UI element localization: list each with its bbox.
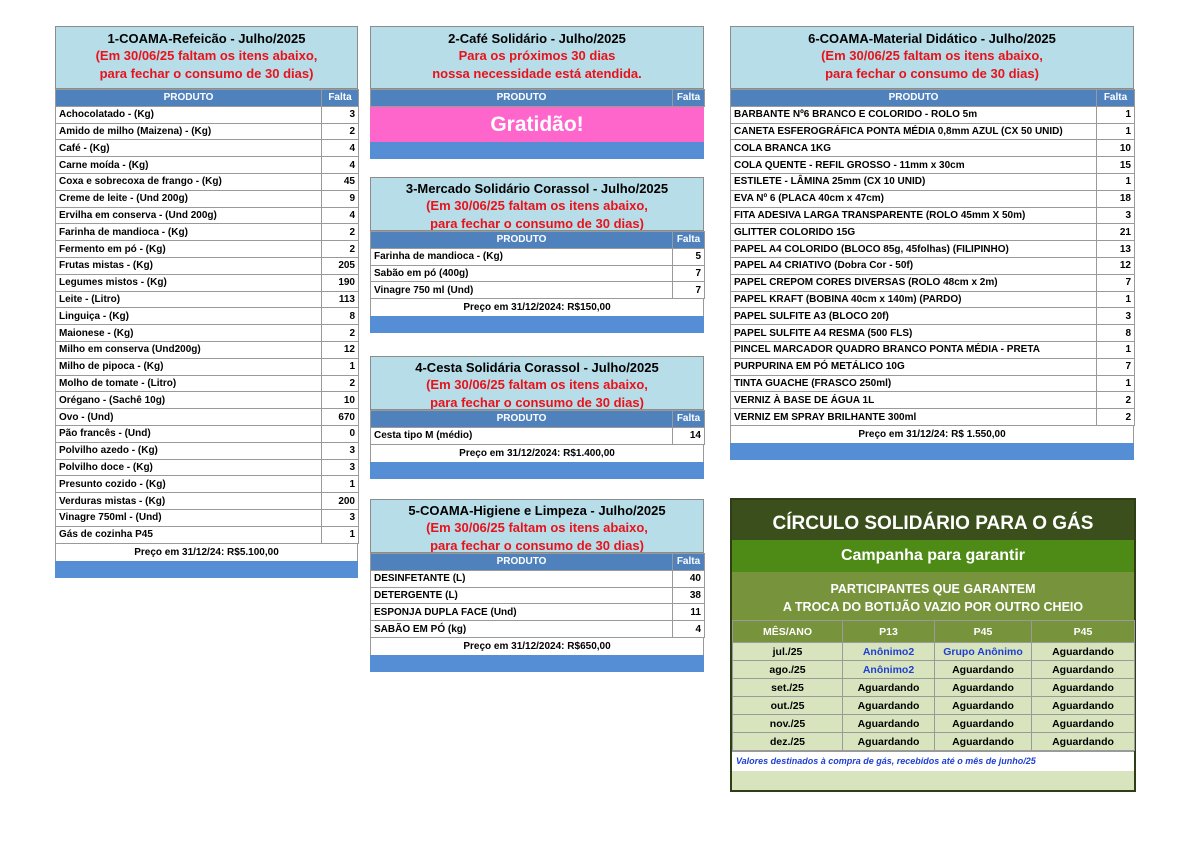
column-header-p13: P13 — [843, 621, 935, 643]
p45-cell: Aguardando — [935, 715, 1032, 733]
table-row — [56, 257, 359, 274]
table-row — [371, 621, 705, 638]
missing-quantity: 205 — [322, 257, 359, 274]
missing-quantity: 2 — [322, 375, 359, 392]
table-title: 4-Cesta Solidária Corassol - Julho/2025 — [415, 360, 659, 375]
schedule-row — [733, 679, 1135, 697]
table-row — [56, 509, 359, 526]
product-name: PAPEL SULFITE A3 (BLOCO 20f) — [731, 308, 1097, 325]
table-row — [731, 207, 1135, 224]
missing-quantity: 7 — [1097, 274, 1135, 291]
month-cell: nov./25 — [733, 715, 843, 733]
price-label: Preço em 31/12/24: R$ 1.550,00 — [730, 426, 1134, 443]
table-title: 6-COAMA-Material Didático - Julho/2025 — [808, 31, 1056, 46]
missing-quantity: 3 — [322, 509, 359, 526]
table-subtitle: para fechar o consumo de 30 dias) — [825, 66, 1039, 81]
column-header-falta: Falta — [673, 554, 705, 571]
product-name: EVA Nº 6 (PLACA 40cm x 47cm) — [731, 190, 1097, 207]
table-coama-refeicao — [55, 26, 358, 578]
missing-quantity: 14 — [673, 427, 705, 444]
items-table — [370, 410, 705, 445]
product-name: Verduras mistas - (Kg) — [56, 493, 322, 510]
table-footer-bar — [370, 316, 704, 333]
items-table — [370, 231, 705, 299]
column-header-product: PRODUTO — [731, 90, 1097, 107]
table-title: 5-COAMA-Higiene e Limpeza - Julho/2025 — [408, 503, 666, 518]
product-name: FITA ADESIVA LARGA TRANSPARENTE (ROLO 45mm X 50m) — [731, 207, 1097, 224]
table-row — [56, 173, 359, 190]
table-row — [56, 375, 359, 392]
missing-quantity: 12 — [322, 341, 359, 358]
column-header-product: PRODUTO — [371, 554, 673, 571]
table-header — [730, 26, 1134, 89]
p45-cell: Aguardando — [935, 661, 1032, 679]
missing-quantity: 5 — [673, 248, 705, 265]
p45-cell: Grupo Anônimo — [935, 643, 1032, 661]
table-cesta-solidaria — [370, 356, 704, 479]
missing-quantity: 4 — [673, 621, 705, 638]
table-row — [56, 526, 359, 543]
table-footer-bar — [370, 462, 704, 479]
product-name: PINCEL MARCADOR QUADRO BRANCO PONTA MÉDIA - PRETA — [731, 341, 1097, 358]
product-name: Frutas mistas - (Kg) — [56, 257, 322, 274]
table-footer-bar — [370, 142, 704, 159]
missing-quantity: 12 — [1097, 257, 1135, 274]
gas-subtitle: Campanha para garantir — [732, 540, 1134, 572]
product-name: Polvilho azedo - (Kg) — [56, 442, 322, 459]
missing-quantity: 40 — [673, 570, 705, 587]
items-table — [730, 89, 1135, 426]
product-name: VERNIZ À BASE DE ÁGUA 1L — [731, 392, 1097, 409]
month-cell: ago./25 — [733, 661, 843, 679]
gas-title: CÍRCULO SOLIDÁRIO PARA O GÁS — [732, 500, 1134, 540]
p13-cell: Aguardando — [843, 733, 935, 751]
product-name: PAPEL KRAFT (BOBINA 40cm x 140m) (PARDO) — [731, 291, 1097, 308]
product-name: Fermento em pó - (Kg) — [56, 241, 322, 258]
product-name: CANETA ESFEROGRÁFICA PONTA MÉDIA 0,8mm AZUL (CX 50 UNID) — [731, 123, 1097, 140]
product-name: PAPEL CREPOM CORES DIVERSAS (ROLO 48cm x 2m) — [731, 274, 1097, 291]
table-row — [56, 459, 359, 476]
gas-schedule-table — [732, 620, 1135, 751]
missing-quantity: 1 — [1097, 173, 1135, 190]
product-name: TINTA GUACHE (FRASCO 250ml) — [731, 375, 1097, 392]
table-material-didatico — [730, 26, 1134, 460]
price-label: Preço em 31/12/2024: R$1.400,00 — [370, 445, 704, 462]
table-row — [371, 604, 705, 621]
missing-quantity: 8 — [322, 308, 359, 325]
column-header-product: PRODUTO — [56, 90, 322, 107]
product-name: DESINFETANTE (L) — [371, 570, 673, 587]
month-cell: set./25 — [733, 679, 843, 697]
table-row — [371, 282, 705, 299]
table-title: 2-Café Solidário - Julho/2025 — [448, 31, 626, 46]
table-row — [56, 123, 359, 140]
table-row — [731, 409, 1135, 426]
table-title: 1-COAMA-Refeicão - Julho/2025 — [107, 31, 306, 46]
product-name: PURPURINA EM PÓ METÁLICO 10G — [731, 358, 1097, 375]
schedule-row — [733, 697, 1135, 715]
month-cell: jul./25 — [733, 643, 843, 661]
table-row — [731, 106, 1135, 123]
gas-note: Valores destinados à compra de gás, recebidos até o mês de junho/25 — [732, 751, 1134, 771]
missing-quantity: 7 — [673, 282, 705, 299]
column-header-product: PRODUTO — [371, 411, 673, 428]
missing-quantity: 8 — [1097, 325, 1135, 342]
missing-quantity: 2 — [1097, 392, 1135, 409]
table-row — [731, 157, 1135, 174]
missing-quantity: 113 — [322, 291, 359, 308]
column-header-product: PRODUTO — [371, 232, 673, 249]
missing-quantity: 9 — [322, 190, 359, 207]
table-row — [731, 173, 1135, 190]
p45-cell: Aguardando — [935, 679, 1032, 697]
table-footer-bar — [370, 655, 704, 672]
table-row — [371, 427, 705, 444]
product-name: Creme de leite - (Und 200g) — [56, 190, 322, 207]
table-row — [371, 570, 705, 587]
missing-quantity: 3 — [1097, 207, 1135, 224]
column-header-product: PRODUTO — [371, 90, 673, 107]
product-name: Achocolatado - (Kg) — [56, 106, 322, 123]
product-name: Farinha de mandioca - (Kg) — [56, 224, 322, 241]
p13-cell: Aguardando — [843, 715, 935, 733]
missing-quantity: 1 — [1097, 291, 1135, 308]
table-row — [731, 392, 1135, 409]
table-row — [731, 325, 1135, 342]
missing-quantity: 2 — [322, 123, 359, 140]
product-name: Presunto cozido - (Kg) — [56, 476, 322, 493]
missing-quantity: 3 — [1097, 308, 1135, 325]
table-header — [370, 177, 704, 231]
table-subtitle: (Em 30/06/25 faltam os itens abaixo, — [95, 48, 318, 63]
table-subtitle: (Em 30/06/25 faltam os itens abaixo, — [426, 377, 648, 392]
missing-quantity: 45 — [322, 173, 359, 190]
table-subtitle: para fechar o consumo de 30 dias) — [99, 66, 314, 81]
table-row — [56, 358, 359, 375]
table-subtitle: para fechar o consumo de 30 dias) — [430, 216, 644, 231]
column-header-month: MÊS/ANO — [733, 621, 843, 643]
p13-cell: Anônimo2 — [843, 643, 935, 661]
missing-quantity: 38 — [673, 587, 705, 604]
product-name: PAPEL SULFITE A4 RESMA (500 FLS) — [731, 325, 1097, 342]
product-name: Leite - (Litro) — [56, 291, 322, 308]
product-name: COLA QUENTE - REFIL GROSSO - 11mm x 30cm — [731, 157, 1097, 174]
table-header — [370, 356, 704, 410]
table-row — [731, 241, 1135, 258]
table-row — [731, 123, 1135, 140]
month-cell: dez./25 — [733, 733, 843, 751]
table-row — [56, 190, 359, 207]
missing-quantity: 2 — [322, 241, 359, 258]
table-row — [56, 274, 359, 291]
missing-quantity: 670 — [322, 409, 359, 426]
p45-cell: Aguardando — [1032, 643, 1135, 661]
missing-quantity: 3 — [322, 442, 359, 459]
product-name: Ovo - (Und) — [56, 409, 322, 426]
missing-quantity: 1 — [322, 476, 359, 493]
missing-quantity: 3 — [322, 459, 359, 476]
table-row — [56, 476, 359, 493]
column-header-falta: Falta — [673, 90, 705, 107]
product-name: VERNIZ EM SPRAY BRILHANTE 300ml — [731, 409, 1097, 426]
column-header-falta: Falta — [673, 232, 705, 249]
column-header-falta: Falta — [673, 411, 705, 428]
missing-quantity: 2 — [322, 224, 359, 241]
items-table — [370, 89, 705, 107]
schedule-row — [733, 661, 1135, 679]
table-row — [56, 493, 359, 510]
missing-quantity: 2 — [322, 325, 359, 342]
table-row — [371, 248, 705, 265]
product-name: ESPONJA DUPLA FACE (Und) — [371, 604, 673, 621]
table-subtitle: nossa necessidade está atendida. — [432, 66, 642, 81]
product-name: Legumes mistos - (Kg) — [56, 274, 322, 291]
p13-cell: Aguardando — [843, 679, 935, 697]
table-footer-bar — [730, 443, 1134, 460]
table-row — [56, 308, 359, 325]
table-row — [56, 106, 359, 123]
p45-cell: Aguardando — [935, 733, 1032, 751]
month-cell: out./25 — [733, 697, 843, 715]
product-name: BARBANTE Nº6 BRANCO E COLORIDO - ROLO 5m — [731, 106, 1097, 123]
table-row — [731, 375, 1135, 392]
price-label: Preço em 31/12/2024: R$650,00 — [370, 638, 704, 655]
missing-quantity: 7 — [673, 265, 705, 282]
table-mercado-solidario — [370, 177, 704, 333]
table-header — [55, 26, 358, 89]
items-table — [55, 89, 359, 544]
table-row — [56, 341, 359, 358]
table-row — [731, 257, 1135, 274]
product-name: Polvilho doce - (Kg) — [56, 459, 322, 476]
product-name: Sabão em pó (400g) — [371, 265, 673, 282]
table-footer-bar — [55, 561, 358, 578]
product-name: Milho em conserva (Und200g) — [56, 341, 322, 358]
table-row — [56, 157, 359, 174]
missing-quantity: 2 — [1097, 409, 1135, 426]
missing-quantity: 1 — [322, 358, 359, 375]
missing-quantity: 3 — [322, 106, 359, 123]
product-name: Café - (Kg) — [56, 140, 322, 157]
table-higiene-limpeza — [370, 499, 704, 672]
table-row — [56, 140, 359, 157]
gas-description-line: PARTICIPANTES QUE GARANTEM — [830, 582, 1036, 596]
schedule-row — [733, 715, 1135, 733]
table-subtitle: para fechar o consumo de 30 dias) — [430, 395, 644, 410]
p13-cell: Anônimo2 — [843, 661, 935, 679]
product-name: Milho de pipoca - (Kg) — [56, 358, 322, 375]
missing-quantity: 1 — [322, 526, 359, 543]
table-row — [56, 207, 359, 224]
missing-quantity: 190 — [322, 274, 359, 291]
table-title: 3-Mercado Solidário Corassol - Julho/2025 — [405, 181, 669, 196]
product-name: SABÃO EM PÓ (kg) — [371, 621, 673, 638]
product-name: Maionese - (Kg) — [56, 325, 322, 342]
product-name: COLA BRANCA 1KG — [731, 140, 1097, 157]
table-row — [371, 265, 705, 282]
table-row — [56, 241, 359, 258]
table-row — [56, 425, 359, 442]
product-name: Farinha de mandioca - (Kg) — [371, 248, 673, 265]
column-header-p45: P45 — [1032, 621, 1135, 643]
table-cafe-solidario — [370, 26, 704, 159]
missing-quantity: 13 — [1097, 241, 1135, 258]
product-name: Cesta tipo M (médio) — [371, 427, 673, 444]
table-row — [56, 224, 359, 241]
table-row — [731, 224, 1135, 241]
gas-description-line: A TROCA DO BOTIJÃO VAZIO POR OUTRO CHEIO — [782, 600, 1084, 614]
missing-quantity: 1 — [1097, 106, 1135, 123]
missing-quantity: 1 — [1097, 375, 1135, 392]
product-name: ESTILETE - LÂMINA 25mm (CX 10 UNID) — [731, 173, 1097, 190]
table-row — [731, 341, 1135, 358]
gas-campaign-panel — [730, 498, 1136, 792]
table-row — [56, 392, 359, 409]
p45-cell: Aguardando — [1032, 715, 1135, 733]
table-row — [731, 308, 1135, 325]
missing-quantity: 10 — [1097, 140, 1135, 157]
product-name: GLITTER COLORIDO 15G — [731, 224, 1097, 241]
missing-quantity: 21 — [1097, 224, 1135, 241]
missing-quantity: 4 — [322, 140, 359, 157]
missing-quantity: 200 — [322, 493, 359, 510]
table-row — [731, 291, 1135, 308]
price-label: Preço em 31/12/24: R$5.100,00 — [55, 544, 358, 561]
table-subtitle: (Em 30/06/25 faltam os itens abaixo, — [426, 520, 648, 535]
column-header-falta: Falta — [322, 90, 359, 107]
table-row — [731, 274, 1135, 291]
product-name: DETERGENTE (L) — [371, 587, 673, 604]
missing-quantity: 4 — [322, 207, 359, 224]
schedule-row — [733, 643, 1135, 661]
table-subtitle: (Em 30/06/25 faltam os itens abaixo, — [426, 198, 648, 213]
p13-cell: Aguardando — [843, 697, 935, 715]
gratitude-banner: Gratidão! — [370, 107, 704, 142]
missing-quantity: 1 — [1097, 123, 1135, 140]
product-name: Linguiça - (Kg) — [56, 308, 322, 325]
gas-description — [732, 572, 1134, 620]
table-row — [56, 291, 359, 308]
missing-quantity: 0 — [322, 425, 359, 442]
p45-cell: Aguardando — [1032, 679, 1135, 697]
p45-cell: Aguardando — [1032, 661, 1135, 679]
table-header — [370, 26, 704, 89]
missing-quantity: 10 — [322, 392, 359, 409]
product-name: Molho de tomate - (Litro) — [56, 375, 322, 392]
product-name: PAPEL A4 COLORIDO (BLOCO 85g, 45folhas) (FILIPINHO) — [731, 241, 1097, 258]
product-name: Vinagre 750ml - (Und) — [56, 509, 322, 526]
product-name: Amido de milho (Maizena) - (Kg) — [56, 123, 322, 140]
table-row — [56, 325, 359, 342]
missing-quantity: 15 — [1097, 157, 1135, 174]
table-subtitle: (Em 30/06/25 faltam os itens abaixo, — [821, 48, 1043, 63]
product-name: Vinagre 750 ml (Und) — [371, 282, 673, 299]
table-row — [56, 409, 359, 426]
missing-quantity: 4 — [322, 157, 359, 174]
table-subtitle: Para os próximos 30 dias — [458, 48, 616, 63]
product-name: Carne moída - (Kg) — [56, 157, 322, 174]
missing-quantity: 1 — [1097, 341, 1135, 358]
product-name: Ervilha em conserva - (Und 200g) — [56, 207, 322, 224]
missing-quantity: 18 — [1097, 190, 1135, 207]
p45-cell: Aguardando — [1032, 733, 1135, 751]
product-name: Coxa e sobrecoxa de frango - (Kg) — [56, 173, 322, 190]
table-row — [731, 190, 1135, 207]
product-name: Orégano - (Sachê 10g) — [56, 392, 322, 409]
column-header-falta: Falta — [1097, 90, 1135, 107]
missing-quantity: 7 — [1097, 358, 1135, 375]
product-name: PAPEL A4 CRIATIVO (Dobra Cor - 50f) — [731, 257, 1097, 274]
schedule-row — [733, 733, 1135, 751]
product-name: Gás de cozinha P45 — [56, 526, 322, 543]
price-label: Preço em 31/12/2024: R$150,00 — [370, 299, 704, 316]
p45-cell: Aguardando — [1032, 697, 1135, 715]
table-row — [731, 140, 1135, 157]
items-table — [370, 553, 705, 638]
missing-quantity: 11 — [673, 604, 705, 621]
product-name: Pão francês - (Und) — [56, 425, 322, 442]
column-header-p45: P45 — [935, 621, 1032, 643]
table-row — [371, 587, 705, 604]
p45-cell: Aguardando — [935, 697, 1032, 715]
table-row — [731, 358, 1135, 375]
table-subtitle: para fechar o consumo de 30 dias) — [430, 538, 644, 553]
table-row — [56, 442, 359, 459]
table-header — [370, 499, 704, 553]
